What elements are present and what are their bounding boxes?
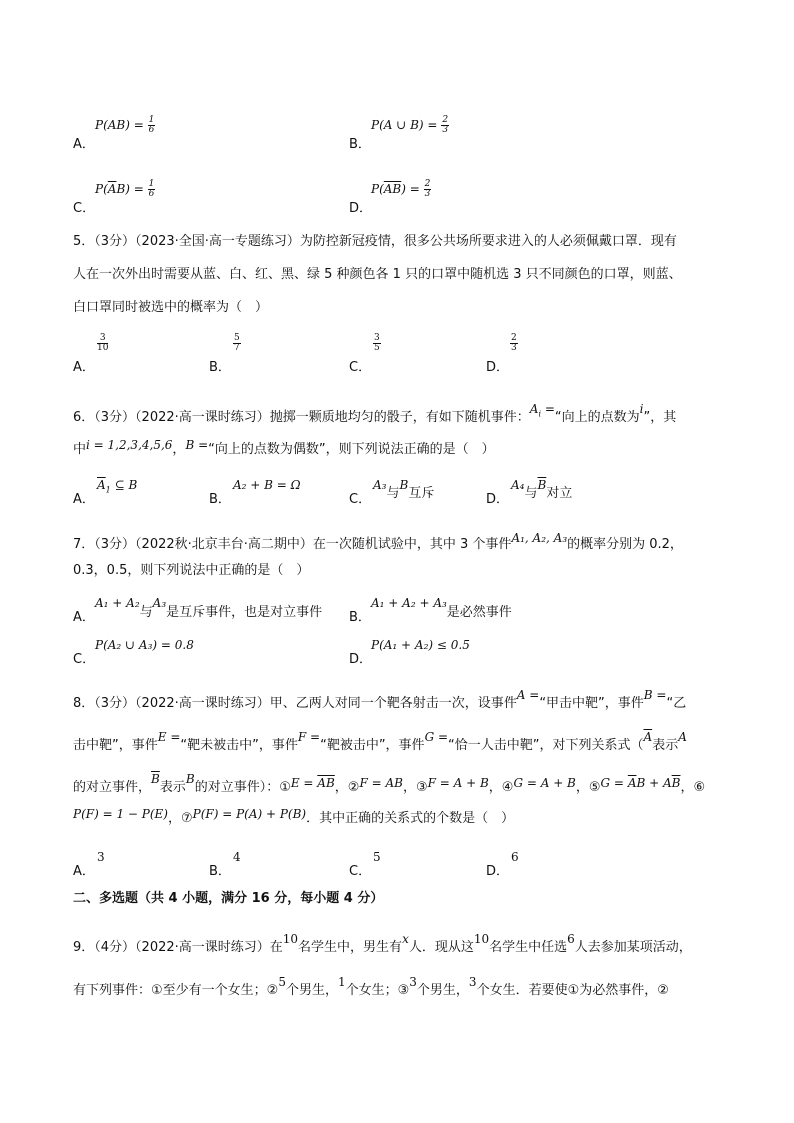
q8-a-value: 3: [97, 850, 105, 864]
q7-c-expr: P(A₂ ∪ A₃) = 0.8: [95, 638, 194, 652]
q7-d-expr: P(A₁ + A₂) ≤ 0.5: [371, 638, 470, 652]
q8-line-3: 的对立事件，$\overline{B}$表示B的对立事件）：①E = $\overline{AB}$，②F = AB，③F = A + B，④G = A + B，⑤G = $\overline{A}B + A\overline{B}$，⑥: [73, 772, 706, 795]
q8-a-label: A．: [73, 864, 95, 879]
q6-d-label: D．: [486, 492, 510, 507]
q4-d-expr: P(: [371, 182, 384, 196]
q5-line-1: 5．（3分）（2023·全国·高一专题练习）为防控新冠疫情，很多公共场所要求进入的人必须佩戴口罩．现有: [73, 234, 677, 249]
q4-c-expr: P(: [95, 182, 108, 196]
q8-line-2: 击中靶”，事件E =“靶未被击中”，事件F =“靶被击中”，事件G =“恰一人击中靶”，对下列关系式（$\overline{A}$表示A: [73, 730, 687, 753]
q6-line-1: 6．（3分）（2022·高一课时练习）抛掷一颗质地均匀的骰子，有如下随机事件：$A_i$ =“向上的点数为i”，其: [73, 402, 677, 425]
q7-d-label: D．: [349, 652, 373, 667]
q5-d-fraction: 2 3: [511, 333, 517, 353]
q7-c-label: C．: [73, 652, 96, 667]
q5-c-label: C．: [349, 360, 372, 375]
q5-line-2: 人在一次外出时需要从蓝、白、红、黑、绿 5 种颜色各 1 只的口罩中随机选 3 只不同颜色的口罩，则蓝、: [73, 267, 682, 282]
q4-b-label: B．: [349, 137, 371, 152]
q6-a-label: A．: [73, 492, 95, 507]
q5-d-label: D．: [486, 360, 510, 375]
q7-a-label: A．: [73, 610, 95, 625]
section-2-title: 二、多选题（共 4 小题，满分 16 分，每小题 4 分）: [73, 891, 384, 906]
q7-a-expr: A₁ + A₂与A₃是互斥事件，也是对立事件: [95, 596, 323, 620]
q8-c-value: 5: [373, 850, 381, 864]
q8-d-label: D．: [486, 864, 510, 879]
q6-c-expr: A₃与B互斥: [373, 478, 435, 501]
q8-d-value: 6: [511, 850, 519, 864]
q9-line-1: 9．（4分）（2022·高一课时练习）在10名学生中，男生有x人．现从这10名学生中任选6人去参加某项活动，: [73, 932, 692, 955]
q8-b-label: B．: [209, 864, 231, 879]
q8-c-label: C．: [349, 864, 372, 879]
q8-line-4: P(F) = 1 − P(E)，⑦P(F) = P(A) + P(B)．其中正确的关系式的个数是（ ）: [73, 807, 515, 826]
q7-line-2: 0.3，0.5，则下列说法中正确的是（ ）: [73, 563, 310, 578]
q5-b-fraction: 5 7: [234, 333, 240, 353]
q7-line-1: 7．（3分）（2022秋·北京丰台·高二期中）在一次随机试验中，其中 3 个事件A₁, A₂, A₃的概率分别为 0.2，: [73, 531, 683, 552]
q8-b-value: 4: [233, 850, 241, 864]
q5-line-3: 白口罩同时被选中的概率为（ ）: [73, 300, 269, 315]
q6-a-expr: $\overline{A}_1$ ⊆ B: [97, 478, 138, 495]
q4-a-label: A．: [73, 137, 95, 152]
q6-b-label: B．: [209, 492, 231, 507]
q6-c-label: C．: [349, 492, 372, 507]
q4-d-label: D．: [349, 201, 373, 216]
q5-b-label: B．: [209, 360, 231, 375]
q4-d-fraction: $\frac{2}{3}$: [424, 179, 431, 199]
q6-d-expr: A₄与$\overline{B}$对立: [511, 478, 573, 501]
q7-b-label: B．: [349, 610, 371, 625]
q9-line-2: 有下列事件：①至少有一个女生；②5个男生，1个女生；③3个男生，3个女生．若要使①为必然事件，②: [73, 975, 669, 998]
q4-b-fraction: $\frac{2}{3}$: [442, 115, 449, 135]
q6-line-2: 中i = 1,2,3,4,5,6，B =“向上的点数为偶数”，则下列说法正确的是（ ）: [73, 438, 495, 457]
q6-b-expr: A₂ + B = Ω: [233, 478, 301, 492]
q4-b-expr: P(A ∪ B) =: [371, 118, 438, 132]
q7-b-expr: A₁ + A₂ + A₃是必然事件: [371, 596, 512, 620]
q5-a-label: A．: [73, 360, 95, 375]
q4-c-label: C．: [73, 201, 96, 216]
q4-a-expr: P(AB) =: [95, 118, 144, 132]
q8-line-1: 8．（3分）（2022·高一课时练习）甲、乙两人对同一个靶各射击一次，设事件A =“甲击中靶”，事件B =“乙: [73, 688, 687, 711]
q5-a-fraction: 3 10: [97, 333, 109, 353]
q4-a-fraction: $\frac{1}{6}$: [148, 115, 155, 135]
q4-c-fraction: $\frac{1}{6}$: [148, 179, 155, 199]
q5-c-fraction: 3 5: [374, 333, 380, 353]
